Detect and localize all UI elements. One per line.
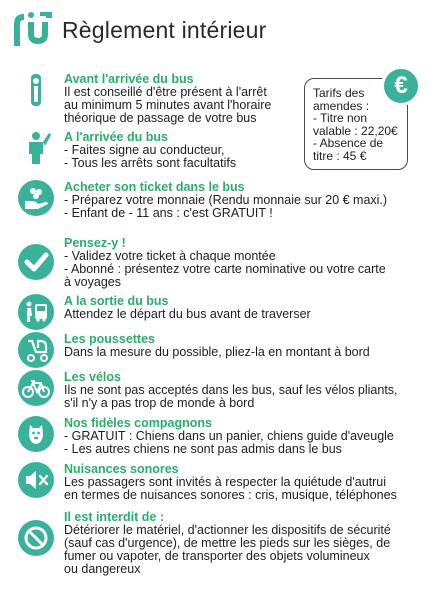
section-line: Détériorer le matériel, d'actionner les dispositifs de sécurité [64, 523, 391, 537]
section-line: - Les autres chiens ne sont pas admis dans le bus [64, 442, 342, 456]
fines-line: Tarifs des [313, 86, 365, 100]
section-line: - Abonné : présentez votre carte nominative ou votre carte [64, 262, 386, 276]
fines-line: titre : 45 € [313, 148, 367, 163]
section-title: Avant l'arrivée du bus [64, 72, 194, 86]
page-title: Règlement intérieur [62, 17, 267, 43]
fines-line: - Absence de [313, 136, 384, 150]
person-waving-icon [18, 130, 54, 166]
section-title: Nuisances sonores [64, 462, 179, 476]
section-line: Les passagers sont invités à respecter la quiétude d'autrui [64, 475, 387, 489]
section-title: Pensez-y ! [64, 236, 126, 250]
section-line: - Tous les arrêts sont facultatifs [64, 156, 237, 170]
section-line: s'il n'y a pas trop de monde à bord [64, 396, 255, 410]
fines-line: amendes : [313, 98, 370, 113]
section-line: ou dangereux [64, 562, 141, 576]
speaker-mute-icon [18, 462, 54, 498]
forbidden-icon [18, 520, 54, 556]
section-line: (sauf cas d'urgence), de mettre les pieds sur les sièges, de [64, 536, 391, 550]
fines-line: valable : 22,20€ [313, 123, 398, 138]
section-line: - Enfant de - 11 ans : c'est GRATUIT ! [64, 206, 273, 220]
bicycle-icon [18, 370, 54, 406]
euro-icon: € [381, 66, 421, 106]
section-title: Acheter son ticket dans le bus [64, 180, 245, 194]
header [10, 10, 430, 50]
dog-icon [18, 416, 54, 452]
section-line: Il est conseillé d'être présent à l'arrêt [64, 85, 267, 99]
section-line: - Préparez votre monnaie (Rendu monnaie sur 20 € maxi.) [64, 193, 388, 207]
section-line: - GRATUIT : Chiens dans un panier, chiens guide d'aveugle [64, 429, 394, 443]
section-title: Nos fidèles compagnons [64, 416, 212, 430]
section-line: théorique de passage de votre bus [64, 111, 257, 125]
section-line: - Validez votre ticket à chaque montée [64, 249, 276, 263]
section-line: Dans la mesure du possible, pliez-la en montant à bord [64, 345, 370, 359]
person-waiting-icon [18, 72, 54, 108]
section-title: Les vélos [64, 370, 121, 384]
section-line: - Faites signe au conducteur, [64, 143, 225, 157]
stroller-icon [18, 332, 54, 368]
section-title: A la sortie du bus [64, 294, 169, 308]
hand-coins-icon [18, 180, 54, 216]
section-title: Les poussettes [64, 332, 156, 346]
section-line: Attendez le départ du bus avant de traverser [64, 307, 311, 321]
section-title: Il est interdit de : [64, 510, 165, 524]
fines-line: - Titre non [313, 111, 368, 125]
section-line: en termes de nuisances sonores : cris, musique, téléphones [64, 488, 397, 502]
section-title: A l'arrivée du bus [64, 130, 168, 144]
section-line: au minimum 5 minutes avant l'horaire [64, 98, 272, 112]
section-line: Ils ne sont pas acceptés dans les bus, sauf les vélos pliants, [64, 383, 398, 397]
section-line: fumer ou vapoter, de transporter des objets volumineux [64, 549, 370, 563]
logo-icon [10, 10, 56, 50]
section-line: à voyages [64, 275, 121, 289]
checkmark-icon [18, 244, 54, 280]
bus-exit-icon [18, 294, 54, 330]
